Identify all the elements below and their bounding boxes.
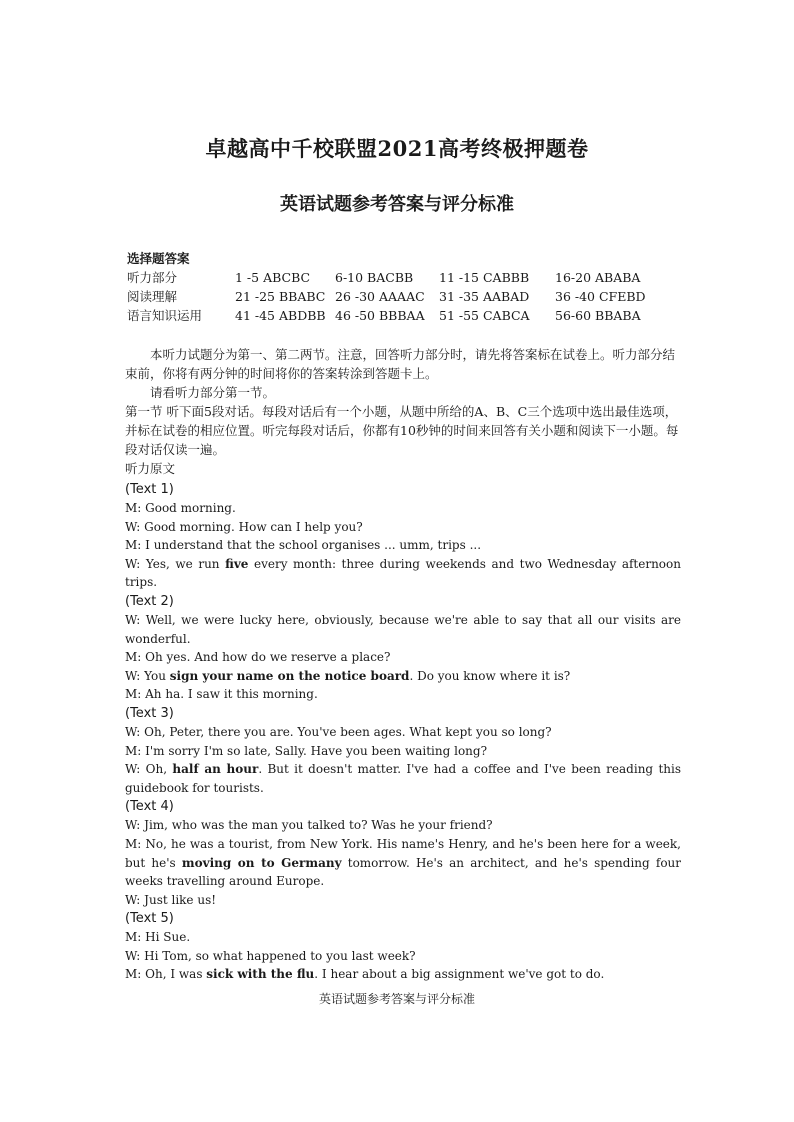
answer-group: 26 -30 AAAAC: [335, 289, 425, 304]
answer-group: 46 -50 BBBAA: [335, 308, 425, 323]
page-subtitle: 英语试题参考答案与评分标准: [280, 194, 514, 215]
answer-row-reading: [127, 287, 687, 306]
listening-transcript: [125, 480, 681, 984]
text-label: (Text 4): [125, 799, 174, 815]
dialogue-line: W: Jim, who was the man you talked to? Was he your friend?: [125, 818, 493, 833]
dialogue-line: M: I understand that the school organises ... umm, trips ...: [125, 538, 482, 553]
dialogue-line: M: Good morning.: [125, 501, 236, 515]
dialogue-line: W: Good morning. How can I help you?: [125, 519, 363, 534]
key-answer: five: [225, 556, 249, 571]
dialogue-line: M: Hi Sue.: [125, 930, 191, 945]
dialogue-line: W: Well, we were lucky here, obviously, because we're able to say that all our visits are wonderful.: [125, 612, 681, 646]
page-footer: 英语试题参考答案与评分标准: [318, 992, 475, 1006]
key-answer: half an hour: [172, 762, 259, 777]
line-text: . Do you know where it is?: [409, 668, 571, 683]
answer-key: [127, 249, 687, 325]
answer-group: 11 -15 CABBB: [439, 270, 530, 285]
key-answer: moving on to Germany: [181, 855, 342, 870]
line-text: M: Oh, I was: [125, 967, 207, 982]
dialogue-line: [125, 555, 681, 592]
transcript-heading: 听力原文: [125, 461, 176, 476]
line-text: . But it doesn't matter. I've had a coffee and I've been reading this guidebook for tourists.: [125, 762, 681, 795]
answer-group: 56-60 BBABA: [555, 308, 641, 323]
key-answer: sick with the flu: [206, 967, 315, 982]
text-label: (Text 1): [125, 482, 174, 497]
answer-row-listening: [127, 268, 687, 287]
answer-group: 1 -5 ABCBC: [235, 270, 311, 285]
answer-row-language: [127, 306, 687, 325]
page-title: 卓越高中千校联盟2021高考终极押题卷: [205, 136, 589, 161]
dialogue-line: [125, 965, 681, 984]
instruction-paragraph: 第一节 听下面5段对话。每段对话后有一个小题，从题中所给的A、B、C三个选项中选出最佳选项，并标在试卷的相应位置。听完每段对话后，你都有10秒钟的时间来回答有关小题和阅读下一小题。每段对话仅读一遍。: [125, 404, 679, 457]
answer-section: 听力部分: [127, 270, 178, 285]
dialogue-line: M: I'm sorry I'm so late, Sally. Have you been waiting long?: [125, 743, 488, 758]
listening-instructions: [125, 345, 681, 478]
line-text: W: Oh,: [125, 762, 173, 777]
answer-group: 41 -45 ABDBB: [235, 308, 326, 323]
text-label: (Text 3): [125, 705, 174, 721]
dialogue-line: W: Oh, Peter, there you are. You've been ages. What kept you so long?: [125, 724, 552, 739]
line-text: W: Yes, we run: [125, 556, 226, 571]
line-text: M: No, he was a tourist, from New York. His name's Henry, and he's been here for a week, but he's: [125, 836, 681, 870]
answer-group: 16-20 ABABA: [555, 270, 641, 285]
dialogue-line: M: Ah ha. I saw it this morning.: [125, 687, 318, 702]
line-text: tomorrow. He's an architect, and he's spending four weeks travelling around Europe.: [125, 855, 682, 889]
text-label: (Text 2): [125, 593, 174, 609]
dialogue-line: W: Just like us!: [125, 892, 217, 907]
line-text: . I hear about a big assignment we've got to do.: [314, 967, 605, 982]
dialogue-line: M: Oh yes. And how do we reserve a place?: [125, 650, 391, 665]
answer-group: 36 -40 CFEBD: [555, 289, 646, 304]
answer-group: 6-10 BACBB: [335, 270, 414, 285]
answer-group: 31 -35 AABAD: [439, 289, 530, 304]
answer-section: 阅读理解: [127, 289, 178, 304]
line-text: W: You: [125, 668, 170, 683]
instruction-paragraph: 本听力试题分为第一、第二两节。注意，回答听力部分时，请先将答案标在试卷上。听力部分结束前，你将有两分钟的时间将你的答案转涂到答题卡上。: [125, 347, 676, 381]
dialogue-line: [125, 835, 681, 891]
answer-group: 51 -55 CABCA: [439, 308, 530, 323]
dialogue-line: [125, 667, 681, 686]
key-answer: sign your name on the notice board: [169, 668, 410, 683]
dialogue-line: [125, 760, 681, 797]
answer-section: 语言知识运用: [127, 308, 203, 323]
dialogue-line: W: Hi Tom, so what happened to you last week?: [125, 948, 416, 963]
answer-group: 21 -25 BBABC: [235, 289, 326, 304]
text-label: (Text 5): [125, 911, 174, 927]
line-text: every month: three during weekends and two Wednesday afternoon trips.: [125, 556, 681, 590]
answer-key-heading: 选择题答案: [127, 251, 190, 266]
instruction-paragraph: 请看听力部分第一节。: [150, 385, 276, 400]
